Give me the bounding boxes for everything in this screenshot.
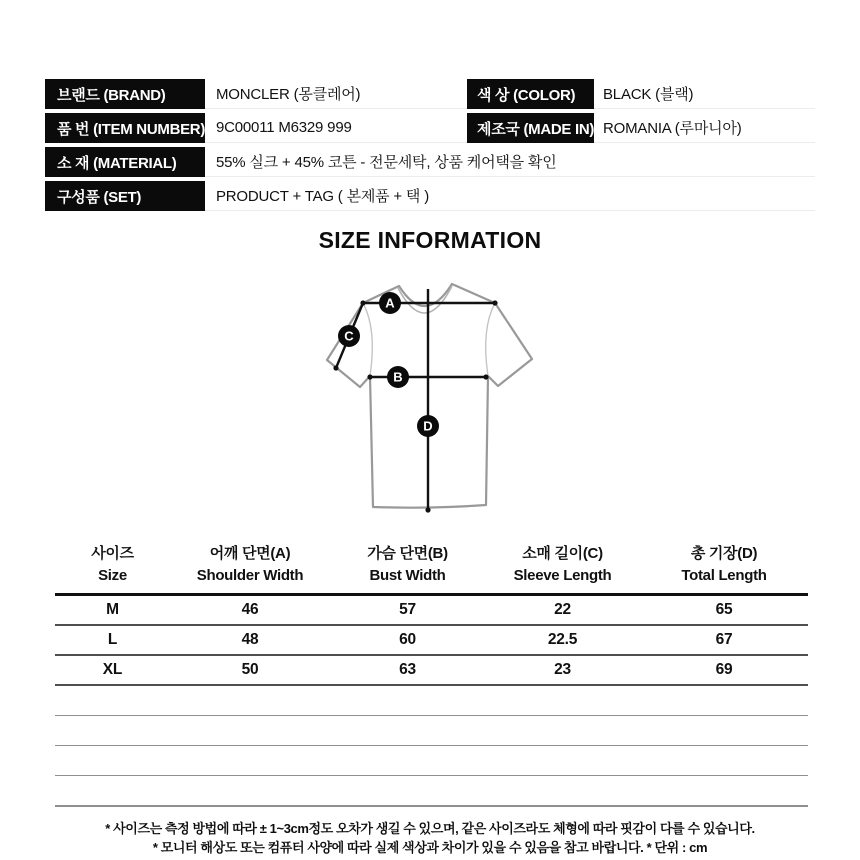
header-sleeve-ko: 소매 길이(C)	[522, 545, 603, 562]
badge-d	[417, 415, 439, 437]
value-cell: 60	[399, 631, 416, 648]
tshirt-diagram-svg	[300, 269, 560, 525]
size-cell: L	[107, 631, 118, 648]
value-cell: 23	[554, 661, 571, 678]
material-value: 55% 실크 + 45% 코튼 - 전문세탁, 상품 케어택을 확인	[205, 147, 815, 177]
value-cell: 50	[241, 661, 259, 678]
brand-value: MONCLER (몽클레어)	[205, 79, 467, 109]
table-row	[45, 181, 815, 211]
header-length	[640, 543, 808, 587]
measure-endpoint	[360, 300, 365, 305]
size-row-xl	[55, 656, 808, 686]
page-title: SIZE INFORMATION	[318, 227, 542, 253]
header-length-ko: 총 기장(D)	[690, 545, 758, 562]
measure-endpoint	[367, 374, 372, 379]
header-bust-ko: 가슴 단면(B)	[367, 545, 448, 562]
set-value: PRODUCT + TAG ( 본제품 + 택 )	[205, 181, 815, 211]
header-size-en: Size	[98, 567, 127, 584]
table-row	[45, 113, 815, 143]
footnotes	[0, 820, 860, 857]
size-table-header	[55, 543, 808, 596]
empty-row	[55, 686, 808, 716]
made-in-label: 제조국 (MADE IN)	[467, 113, 594, 143]
badge-b-label: B	[393, 369, 403, 385]
measure-endpoint	[333, 365, 338, 370]
size-row-l	[55, 626, 808, 656]
material-label: 소 재 (MATERIAL)	[45, 147, 205, 177]
header-shoulder-en: Shoulder Width	[196, 567, 304, 584]
badge-a-label: A	[385, 295, 395, 311]
size-table	[55, 543, 808, 807]
value-cell: 22.5	[547, 631, 578, 648]
header-length-en: Total Length	[681, 567, 767, 584]
value-cell: 67	[715, 631, 733, 648]
set-label: 구성품 (SET)	[45, 181, 205, 211]
badge-d-label: D	[423, 418, 433, 434]
header-sleeve	[485, 543, 640, 587]
measure-endpoint	[483, 374, 488, 379]
footnote-monitor-color: * 모니터 해상도 또는 컴퓨터 사양에 따라 실제 색상과 차이가 있을 수 있음을 참고 바랍니다. * 단위 : cm	[152, 839, 708, 855]
header-shoulder	[170, 543, 330, 587]
header-size-ko: 사이즈	[91, 545, 134, 562]
item-number-value: 9C00011 M6329 999	[205, 113, 467, 143]
badge-c-label: C	[344, 328, 354, 344]
table-row	[45, 147, 815, 177]
value-cell: 63	[399, 661, 416, 678]
made-in-value: ROMANIA (루마니아)	[594, 113, 815, 143]
badge-a	[379, 292, 401, 314]
value-cell: 57	[399, 601, 416, 618]
footnote-size-tolerance: * 사이즈는 측정 방법에 따라 ± 1~3cm정도 오차가 생길 수 있으며, 같은 사이즈라도 체형에 따라 핏감이 다를 수 있습니다.	[105, 821, 755, 836]
header-shoulder-ko: 어깨 단면(A)	[209, 545, 291, 562]
value-cell: 48	[241, 631, 259, 648]
header-bust	[330, 543, 485, 587]
header-size	[55, 543, 170, 587]
color-label: 색 상 (COLOR)	[467, 79, 594, 109]
value-cell: 65	[715, 601, 733, 618]
size-cell: XL	[102, 661, 123, 678]
color-value: BLACK (블랙)	[594, 79, 815, 109]
tshirt-measurement-diagram	[300, 269, 560, 525]
size-cell: M	[106, 601, 119, 618]
measure-endpoint	[425, 507, 430, 512]
header-sleeve-en: Sleeve Length	[513, 567, 612, 584]
value-cell: 22	[554, 601, 571, 618]
item-number-label: 품 번 (ITEM NUMBER)	[45, 113, 205, 143]
brand-label: 브랜드 (BRAND)	[45, 79, 205, 109]
measure-endpoint	[492, 300, 497, 305]
value-cell: 46	[241, 601, 259, 618]
table-row	[45, 79, 815, 109]
product-info-table	[45, 79, 815, 215]
empty-row	[55, 776, 808, 807]
badge-c	[338, 325, 360, 347]
header-bust-en: Bust Width	[369, 567, 446, 584]
value-cell: 69	[715, 661, 733, 678]
empty-row	[55, 716, 808, 746]
empty-row	[55, 746, 808, 776]
badge-b	[387, 366, 409, 388]
size-row-m	[55, 596, 808, 626]
